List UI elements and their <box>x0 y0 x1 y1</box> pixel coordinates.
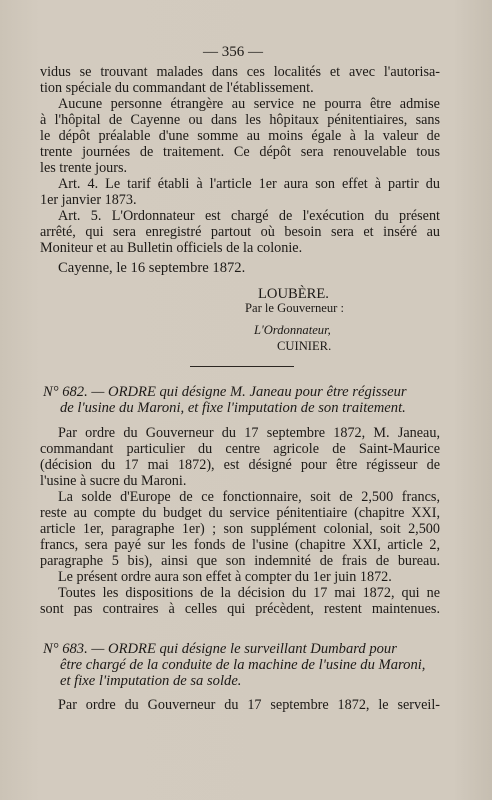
text-line: à l'hôpital de Cayenne ou dans les hôpitaux pénitentiaires, sans <box>40 112 440 128</box>
page-number: — 356 — <box>203 44 263 60</box>
date-line: Cayenne, le 16 septembre 1872. <box>58 260 246 276</box>
section-divider <box>190 366 294 367</box>
signature-countersign: CUINIER. <box>277 339 332 353</box>
text-line: le dépôt préalable d'une somme au moins égale à la valeur de <box>40 128 440 144</box>
text-line: sont pas contraires à celles qui précèdent, restent maintenues. <box>40 601 440 617</box>
order-682-heading: N° 682. — ORDRE qui désigne M. Janeau pour être régisseur <box>43 384 407 400</box>
text-line: Moniteur et au Bulletin officiels de la colonie. <box>40 240 303 256</box>
signature-name: LOUBÈRE. <box>258 286 329 302</box>
text-line: vidus se trouvant malades dans ces localités et avec l'autorisa- <box>40 64 440 80</box>
signature-title: L'Ordonnateur, <box>254 323 331 337</box>
text-line: Le présent ordre aura son effet à compter du 1er juin 1872. <box>58 569 392 585</box>
text-line: Art. 4. Le tarif établi à l'article 1er aura son effet à partir du <box>58 176 440 192</box>
order-683-heading-cont: être chargé de la conduite de la machine de l'usine du Maroni, <box>60 657 426 673</box>
order-683-heading: N° 683. — ORDRE qui désigne le surveillant Dumbard pour <box>43 641 397 657</box>
text-line: Aucune personne étrangère au service ne pourra être admise <box>58 96 440 112</box>
order-683-heading-cont: et fixe l'imputation de sa solde. <box>60 673 242 689</box>
text-line: La solde d'Europe de ce fonctionnaire, soit de 2,500 francs, <box>58 489 440 505</box>
text-line: paragraphe 5 bis), ainsi que son indemnité de frais de bureau. <box>40 553 440 569</box>
text-line: l'usine à sucre du Maroni. <box>40 473 187 489</box>
text-line: Par ordre du Gouverneur du 17 septembre 1872, le serveil- <box>58 697 440 713</box>
text-line: tion spéciale du commandant de l'établissement. <box>40 80 314 96</box>
text-line: 1er janvier 1873. <box>40 192 137 208</box>
text-line: trente journées de traitement. Ce dépôt sera renouvelable tous <box>40 144 440 160</box>
text-line: commandant particulier du centre agricole de Saint-Maurice <box>40 441 440 457</box>
text-line: (décision du 17 mai 1872), est désigné pour être régisseur de <box>40 457 440 473</box>
text-line: les trente jours. <box>40 160 128 176</box>
text-line: reste au compte du budget du service pénitentiaire (chapitre XXI, <box>40 505 440 521</box>
text-line: Par ordre du Gouverneur du 17 septembre 1872, M. Janeau, <box>58 425 440 441</box>
text-line: article 1er, paragraphe 1er) ; son supplément colonial, soit 2,500 <box>40 521 440 537</box>
text-line: Toutes les dispositions de la décision du 17 mai 1872, qui ne <box>58 585 440 601</box>
text-line: arrêté, qui sera enregistré partout où besoin sera et inséré au <box>40 224 440 240</box>
signature-by: Par le Gouverneur : <box>245 301 344 315</box>
order-682-heading-cont: de l'usine du Maroni, et fixe l'imputation de son traitement. <box>60 400 406 416</box>
text-line: francs, sera payé sur les fonds de l'usine (chapitre XXI, article 2, <box>40 537 440 553</box>
text-line: Art. 5. L'Ordonnateur est chargé de l'exécution du présent <box>58 208 440 224</box>
